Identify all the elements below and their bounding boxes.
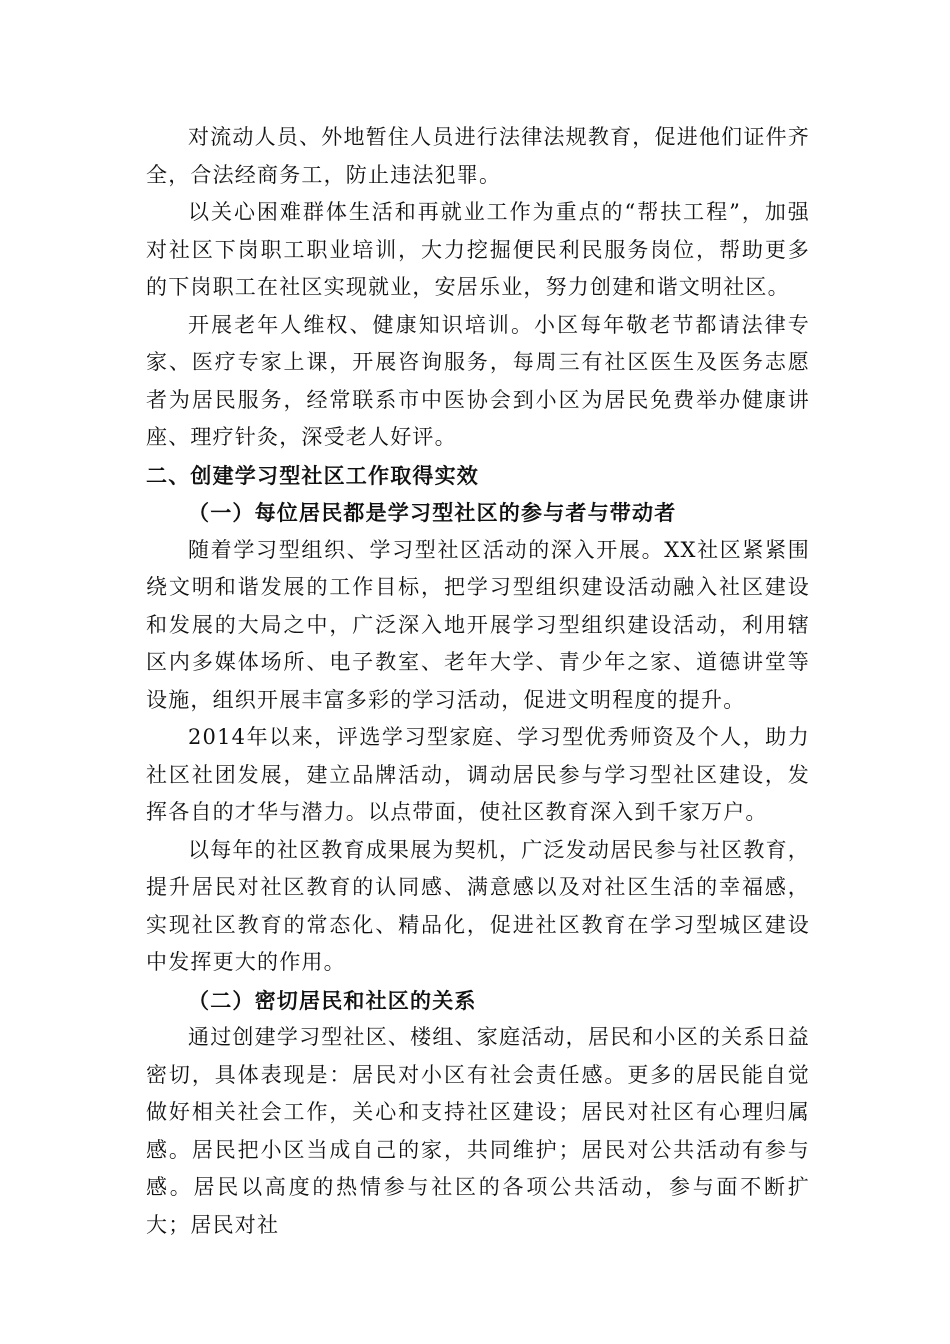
- paragraph: 以关心困难群体生活和再就业工作为重点的“帮扶工程”，加强对社区下岗职工职业培训，大力挖掘便民利民服务岗位，帮助更多的下岗职工在社区实现就业，安居乐业，努力创建和谐文明社区。: [146, 200, 810, 299]
- paragraph: 2014年以来，评选学习型家庭、学习型优秀师资及个人，助力社区社团发展，建立品牌活动，调动居民参与学习型社区建设，发挥各自的才华与潜力。以点带面，使社区教育深入到千家万户。: [146, 725, 810, 824]
- paragraph: 对流动人员、外地暂住人员进行法律法规教育，促进他们证件齐全，合法经商务工，防止违法犯罪。: [146, 125, 810, 187]
- paragraph: 随着学习型组织、学习型社区活动的深入开展。XX社区紧紧围绕文明和谐发展的工作目标，把学习型组织建设活动融入社区建设和发展的大局之中，广泛深入地开展学习型组织建设活动，利用辖区内多媒体场所、电子教室、老年大学、青少年之家、道德讲堂等设施，组织开展丰富多彩的学习活动，促进文明程度的提升。: [146, 537, 810, 712]
- paragraph: 以每年的社区教育成果展为契机，广泛发动居民参与社区教育，提升居民对社区教育的认同感、满意感以及对社区生活的幸福感，实现社区教育的常态化、精品化，促进社区教育在学习型城区建设中发挥更大的作用。: [146, 837, 810, 974]
- paragraph: 通过创建学习型社区、楼组、家庭活动，居民和小区的关系日益密切，具体表现是：居民对小区有社会责任感。更多的居民能自觉做好相关社会工作，关心和支持社区建设；居民对社区有心理归属感。居民把小区当成自己的家，共同维护；居民对公共活动有参与感。居民以高度的热情参与社区的各项公共活动，参与面不断扩大；居民对社: [146, 1025, 810, 1237]
- section-heading: 二、创建学习型社区工作取得实效: [146, 462, 479, 488]
- subsection-heading: （一）每位居民都是学习型社区的参与者与带动者: [188, 500, 677, 525]
- subsection-heading: （二）密切居民和社区的关系: [188, 987, 477, 1013]
- document-page: [146, 119, 810, 1244]
- paragraph: 开展老年人维权、健康知识培训。小区每年敬老节都请法律专家、医疗专家上课，开展咨询服务，每周三有社区医生及医务志愿者为居民服务，经常联系市中医协会到小区为居民免费举办健康讲座、理疗针灸，深受老人好评。: [146, 312, 810, 449]
